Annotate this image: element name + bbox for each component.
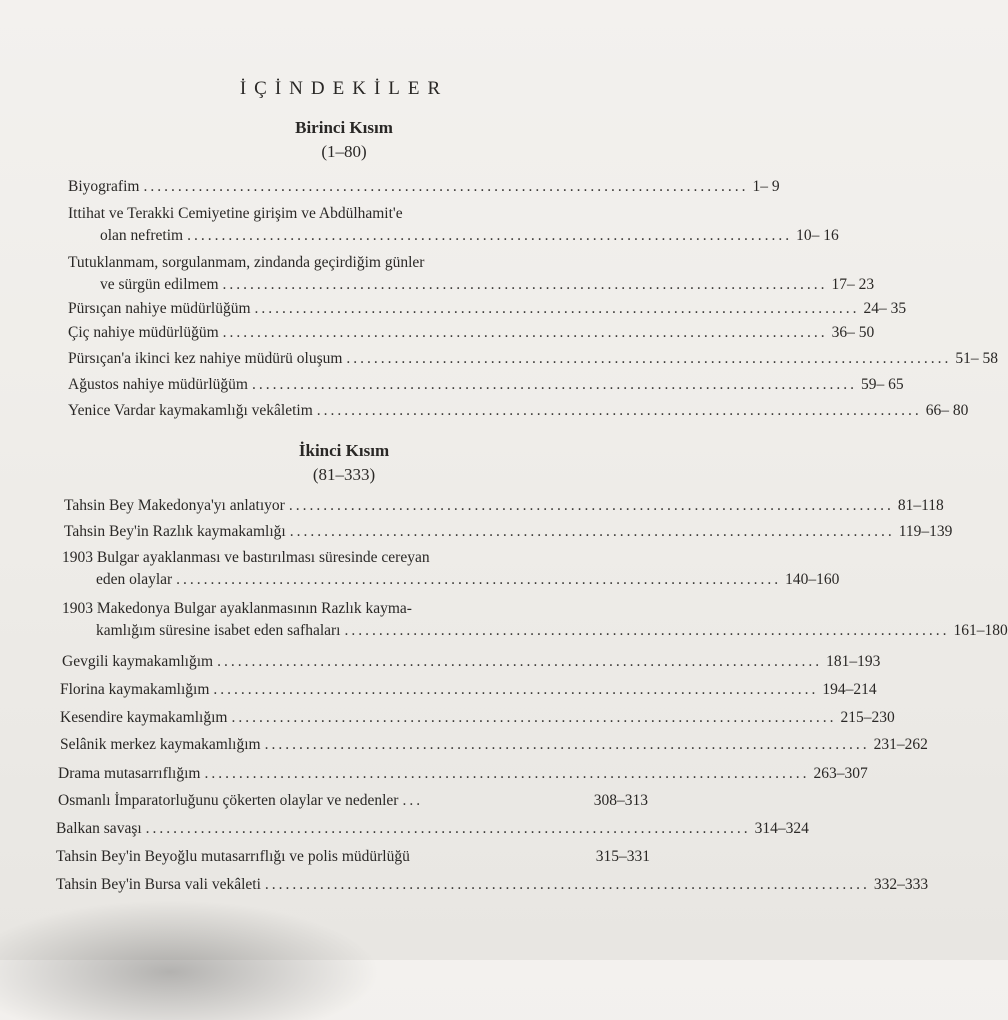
toc-entry: [68, 176, 780, 198]
dot-leader: ........................................................................................: [217, 653, 823, 670]
dot-leader: ........................................................................................: [254, 300, 860, 317]
dot-leader: ........................................................................................: [289, 523, 895, 540]
toc-entry: [68, 298, 907, 320]
dot-leader: ........................................................................................: [213, 681, 819, 698]
toc-entry-title: Gevgili kaymakamlığım: [62, 653, 214, 670]
dot-leader: ........................................................................................: [143, 178, 749, 195]
toc-entry-pages: 66– 80: [925, 402, 969, 419]
toc-entry: [60, 734, 928, 756]
dot-leader: ........................................................................................: [145, 820, 751, 837]
part2-range: (81–333): [312, 465, 376, 484]
toc-entry-title: Florina kaymakamlığım: [60, 681, 210, 698]
toc-entry: [56, 818, 809, 840]
dot-leader: ...: [402, 792, 424, 809]
dot-leader: ........................................................................................: [346, 350, 952, 367]
dot-leader: ........................................................................................: [222, 324, 828, 341]
toc-entry-pages: 24– 35: [863, 300, 907, 317]
toc-entry-pages: 17– 23: [831, 276, 875, 293]
toc-entry-title-line1: 1903 Bulgar ayaklanması ve bastırılması süresinde cereyan: [62, 549, 430, 566]
toc-entry-pages: 10– 16: [796, 227, 839, 244]
toc-entry-title: Selânik merkez kaymakamlığım: [60, 736, 261, 753]
toc-entry-pages: 51– 58: [955, 350, 999, 367]
part1-heading: Birinci Kısım: [295, 118, 393, 137]
toc-entry-pages: 263–307: [813, 765, 868, 782]
toc-entry-pages: 1– 9: [752, 178, 780, 195]
toc-entry-pages: 314–324: [754, 820, 809, 837]
toc-entry: [56, 874, 929, 896]
toc-entry: [68, 400, 969, 422]
toc-entry-pages: 161–180: [953, 622, 1008, 639]
toc-entry-title: Tahsin Bey Makedonya'yı anlatıyor: [64, 497, 285, 514]
dot-leader: ........................................................................................: [251, 376, 857, 393]
toc-entry-title: Pürsıçan'a ikinci kez nahiye müdürü oluşum: [68, 350, 343, 367]
dot-leader: ........................................................................................: [187, 227, 793, 244]
dot-leader: ........................................................................................: [264, 736, 870, 753]
toc-entry-title: olan nefretim: [100, 227, 184, 244]
page-title: İÇİNDEKİLER: [239, 78, 449, 99]
toc-entry: [60, 707, 895, 729]
toc-entry-title-line1: Tutuklanmam, sorgulanmam, zindanda geçirdiğim günler: [68, 254, 425, 271]
dot-leader: ........................................................................................: [204, 765, 810, 782]
dot-leader: ........................................................................................: [344, 622, 950, 639]
dot-leader: ........................................................................................: [222, 276, 828, 293]
toc-entry: [68, 203, 839, 247]
dot-leader: ........................................................................................: [176, 571, 782, 588]
toc-entry-title-line1: Ittihat ve Terakki Cemiyetine girişim ve Abdülhamit'e: [68, 205, 403, 222]
toc-entry-pages: 119–139: [898, 523, 953, 540]
toc-entry-title-line1: 1903 Makedonya Bulgar ayaklanmasının Razlık kayma-: [62, 600, 412, 617]
toc-entry-title: Drama mutasarrıflığım: [58, 765, 201, 782]
toc-entry-pages: 315–331: [595, 848, 650, 865]
dot-leader: ........................................................................................: [231, 709, 837, 726]
toc-entry-pages: 215–230: [840, 709, 895, 726]
toc-entry-title: Pürsıçan nahiye müdürlüğüm: [68, 300, 251, 317]
toc-entry-title: kamlığım süresine isabet eden safhaları: [96, 622, 341, 639]
toc-entry: [60, 679, 877, 701]
toc-entry-title: Yenice Vardar kaymakamlığı vekâletim: [68, 402, 313, 419]
toc-entry-pages: 36– 50: [831, 324, 875, 341]
toc-entry: [68, 322, 875, 344]
toc-entry-pages: 332–333: [873, 876, 929, 893]
toc-entry: [62, 598, 1008, 642]
part2-heading: İkinci Kısım: [298, 441, 390, 460]
toc-entry-pages: 231–262: [873, 736, 928, 753]
toc-entry-title: Osmanlı İmparatorluğunu çökerten olaylar ve nedenler: [58, 792, 399, 809]
toc-entry-title: Çiç nahiye müdürlüğüm: [68, 324, 219, 341]
toc-entry-title: eden olaylar: [96, 571, 173, 588]
toc-entry-title: Tahsin Bey'in Beyoğlu mutasarrıflığı ve polis müdürlüğü: [56, 848, 410, 865]
toc-entry-title: Ağustos nahiye müdürlüğüm: [68, 376, 248, 393]
toc-entry: [64, 495, 944, 517]
toc-entry: [56, 846, 650, 868]
toc-entry-title: ve sürgün edilmem: [100, 276, 219, 293]
toc-entry-title: Tahsin Bey'in Bursa vali vekâleti: [56, 876, 261, 893]
toc-entry-title: Biyografim: [68, 178, 140, 195]
hand-shadow: [0, 900, 380, 1020]
toc-entry-pages: 308–313: [593, 792, 648, 809]
toc-entry-pages: 181–193: [826, 653, 881, 670]
toc-entry: [58, 790, 648, 812]
toc-entry-pages: 59– 65: [860, 376, 904, 393]
part1-range: (1–80): [321, 142, 367, 161]
toc-entry-pages: 194–214: [822, 681, 877, 698]
toc-entry: [58, 763, 868, 785]
toc-entry: [62, 547, 840, 591]
toc-entry: [68, 348, 999, 370]
toc-entry: [64, 521, 953, 543]
toc-entry: [68, 252, 875, 296]
toc-entry: [62, 651, 881, 673]
toc-entry-title: Balkan savaşı: [56, 820, 142, 837]
toc-entry-title: Tahsin Bey'in Razlık kaymakamlığı: [64, 523, 286, 540]
dot-leader: ........................................................................................: [316, 402, 922, 419]
toc-entry-pages: 81–118: [897, 497, 944, 514]
toc-entry: [68, 374, 904, 396]
toc-entry-pages: 140–160: [785, 571, 840, 588]
dot-leader: ........................................................................................: [264, 876, 870, 893]
toc-entry-title: Kesendire kaymakamlığım: [60, 709, 228, 726]
dot-leader: ........................................................................................: [288, 497, 894, 514]
